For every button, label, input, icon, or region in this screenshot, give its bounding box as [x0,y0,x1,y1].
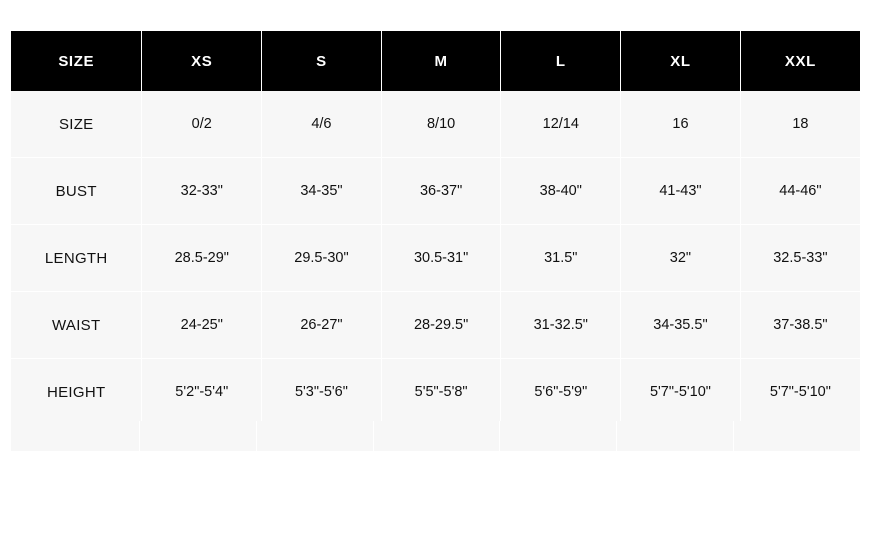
cell-bust-xxl: 44-46" [740,158,860,225]
header-row [11,31,860,91]
row-label-length: LENGTH [11,225,142,292]
cell-length-xxl: 32.5-33" [740,225,860,292]
column-header-s: S [262,31,382,91]
cell-height-xxl: 5'7"-5'10" [740,359,860,426]
cell-length-s: 29.5-30" [262,225,382,292]
band-divider [256,421,257,451]
band-divider [373,421,374,451]
band-divider [733,421,734,451]
column-header-xl: XL [621,31,741,91]
cell-height-m: 5'5"-5'8" [381,359,501,426]
cell-length-xs: 28.5-29" [142,225,262,292]
cell-bust-s: 34-35" [262,158,382,225]
table-bottom-band [11,421,860,451]
table-header [11,31,860,91]
cell-height-l: 5'6"-5'9" [501,359,621,426]
cell-length-l: 31.5" [501,225,621,292]
cell-waist-xxl: 37-38.5" [740,292,860,359]
cell-height-xl: 5'7"-5'10" [621,359,741,426]
cell-size-xs: 0/2 [142,91,262,158]
cell-bust-m: 36-37" [381,158,501,225]
size-chart-table [11,31,860,425]
band-divider [139,421,140,451]
cell-size-s: 4/6 [262,91,382,158]
cell-waist-m: 28-29.5" [381,292,501,359]
cell-size-l: 12/14 [501,91,621,158]
table-row [11,158,860,225]
column-header-size-label: SIZE [11,31,142,91]
cell-length-m: 30.5-31" [381,225,501,292]
column-header-m: M [381,31,501,91]
cell-height-s: 5'3"-5'6" [262,359,382,426]
cell-waist-s: 26-27" [262,292,382,359]
cell-length-xl: 32" [621,225,741,292]
cell-height-xs: 5'2"-5'4" [142,359,262,426]
cell-waist-xl: 34-35.5" [621,292,741,359]
column-header-xs: XS [142,31,262,91]
table-row [11,91,860,158]
table-body [11,91,860,425]
cell-bust-xs: 32-33" [142,158,262,225]
column-header-l: L [501,31,621,91]
cell-bust-xl: 41-43" [621,158,741,225]
table-row [11,359,860,426]
table-row [11,292,860,359]
row-label-height: HEIGHT [11,359,142,426]
cell-waist-xs: 24-25" [142,292,262,359]
row-label-size: SIZE [11,91,142,158]
row-label-bust: BUST [11,158,142,225]
cell-waist-l: 31-32.5" [501,292,621,359]
band-divider [499,421,500,451]
cell-size-m: 8/10 [381,91,501,158]
band-divider [616,421,617,451]
cell-size-xl: 16 [621,91,741,158]
column-header-xxl: XXL [740,31,860,91]
row-label-waist: WAIST [11,292,142,359]
cell-bust-l: 38-40" [501,158,621,225]
table-row [11,225,860,292]
cell-size-xxl: 18 [740,91,860,158]
